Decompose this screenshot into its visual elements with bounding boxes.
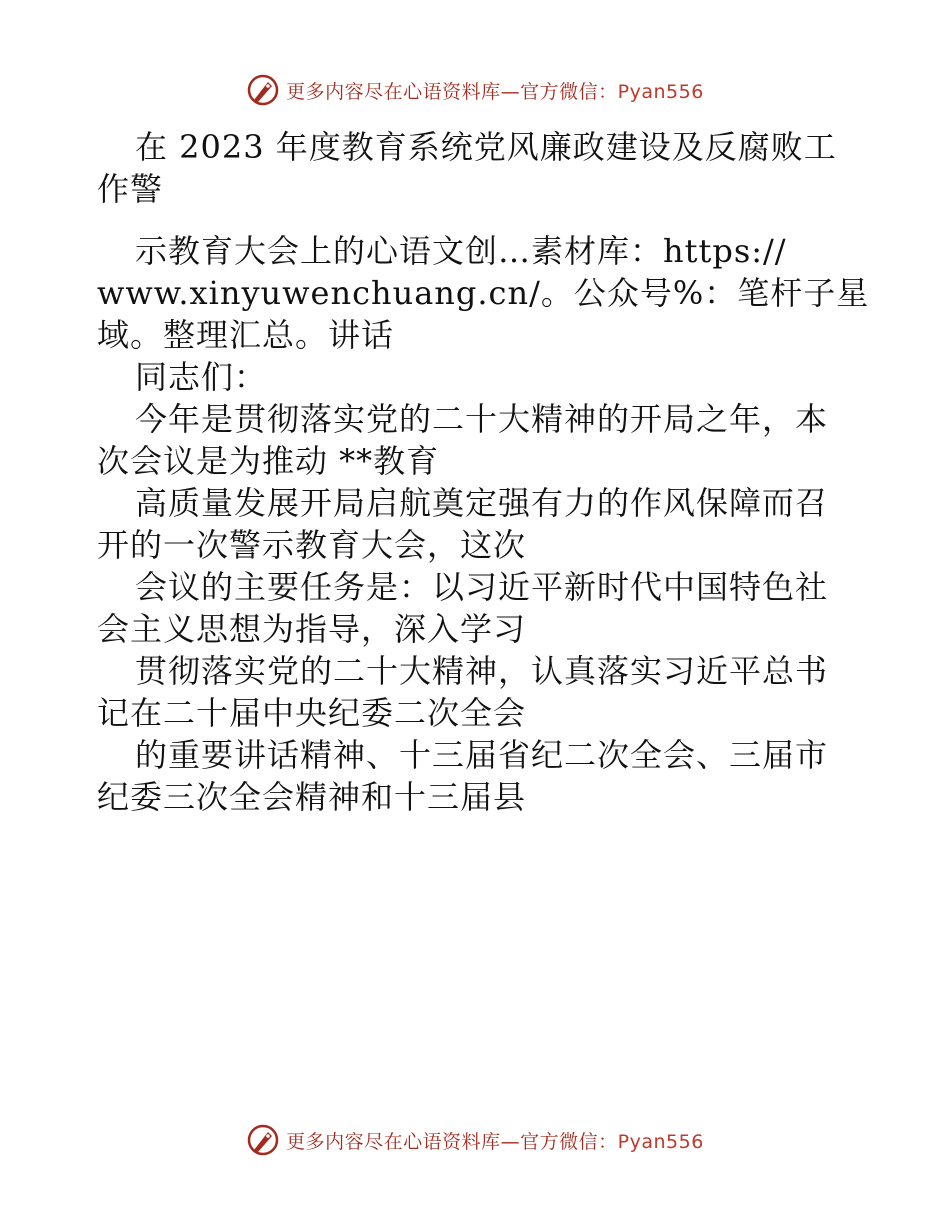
text-line: 贯彻落实党的二十大精神，认真落实习近平总书 bbox=[135, 652, 829, 690]
watermark-text bbox=[286, 77, 704, 104]
watermark-text bbox=[286, 1127, 704, 1154]
header-watermark bbox=[0, 70, 950, 110]
text-line: 会议的主要任务是：以习近平新时代中国特色社 bbox=[135, 568, 829, 606]
text-line: 示教育大会上的心语文创…素材库：https:// bbox=[135, 232, 787, 270]
text-line: 开的一次警示教育大会，这次 bbox=[97, 526, 527, 564]
watermark-wechat-id: Pyan556 bbox=[617, 80, 704, 103]
text-line: 高质量发展开局启航奠定强有力的作风保障而召 bbox=[135, 484, 829, 522]
text-line: 的重要讲话精神、十三届省纪二次全会、三届市 bbox=[135, 736, 829, 774]
text-line: 会主义思想为指导，深入学习 bbox=[97, 610, 527, 648]
text-line: 域。整理汇总。讲话 bbox=[97, 316, 395, 354]
text-line: 作警 bbox=[97, 170, 164, 208]
text-line: 记在二十届中央纪委二次全会 bbox=[97, 694, 527, 732]
text-line: 在 2023 年度教育系统党风廉政建设及反腐败工 bbox=[135, 128, 837, 166]
watermark-brand-text: 更多内容尽在心语资料库—官方微信： bbox=[286, 1130, 618, 1153]
text-line: 次会议是为推动 **教育 bbox=[97, 442, 440, 480]
text-line: 今年是贯彻落实党的二十大精神的开局之年，本 bbox=[135, 400, 829, 438]
salutation: 同志们： bbox=[135, 358, 268, 396]
footer-watermark bbox=[0, 1120, 950, 1160]
text-line: www.xinyuwenchuang.cn/。公众号%：笔杆子星 bbox=[97, 274, 870, 312]
pen-nib-logo-icon bbox=[246, 1123, 280, 1157]
watermark-brand-text: 更多内容尽在心语资料库—官方微信： bbox=[286, 80, 618, 103]
pen-nib-logo-icon bbox=[246, 73, 280, 107]
watermark-wechat-id: Pyan556 bbox=[617, 1130, 704, 1153]
text-line: 纪委三次全会精神和十三届县 bbox=[97, 778, 527, 816]
document-body bbox=[97, 126, 870, 818]
